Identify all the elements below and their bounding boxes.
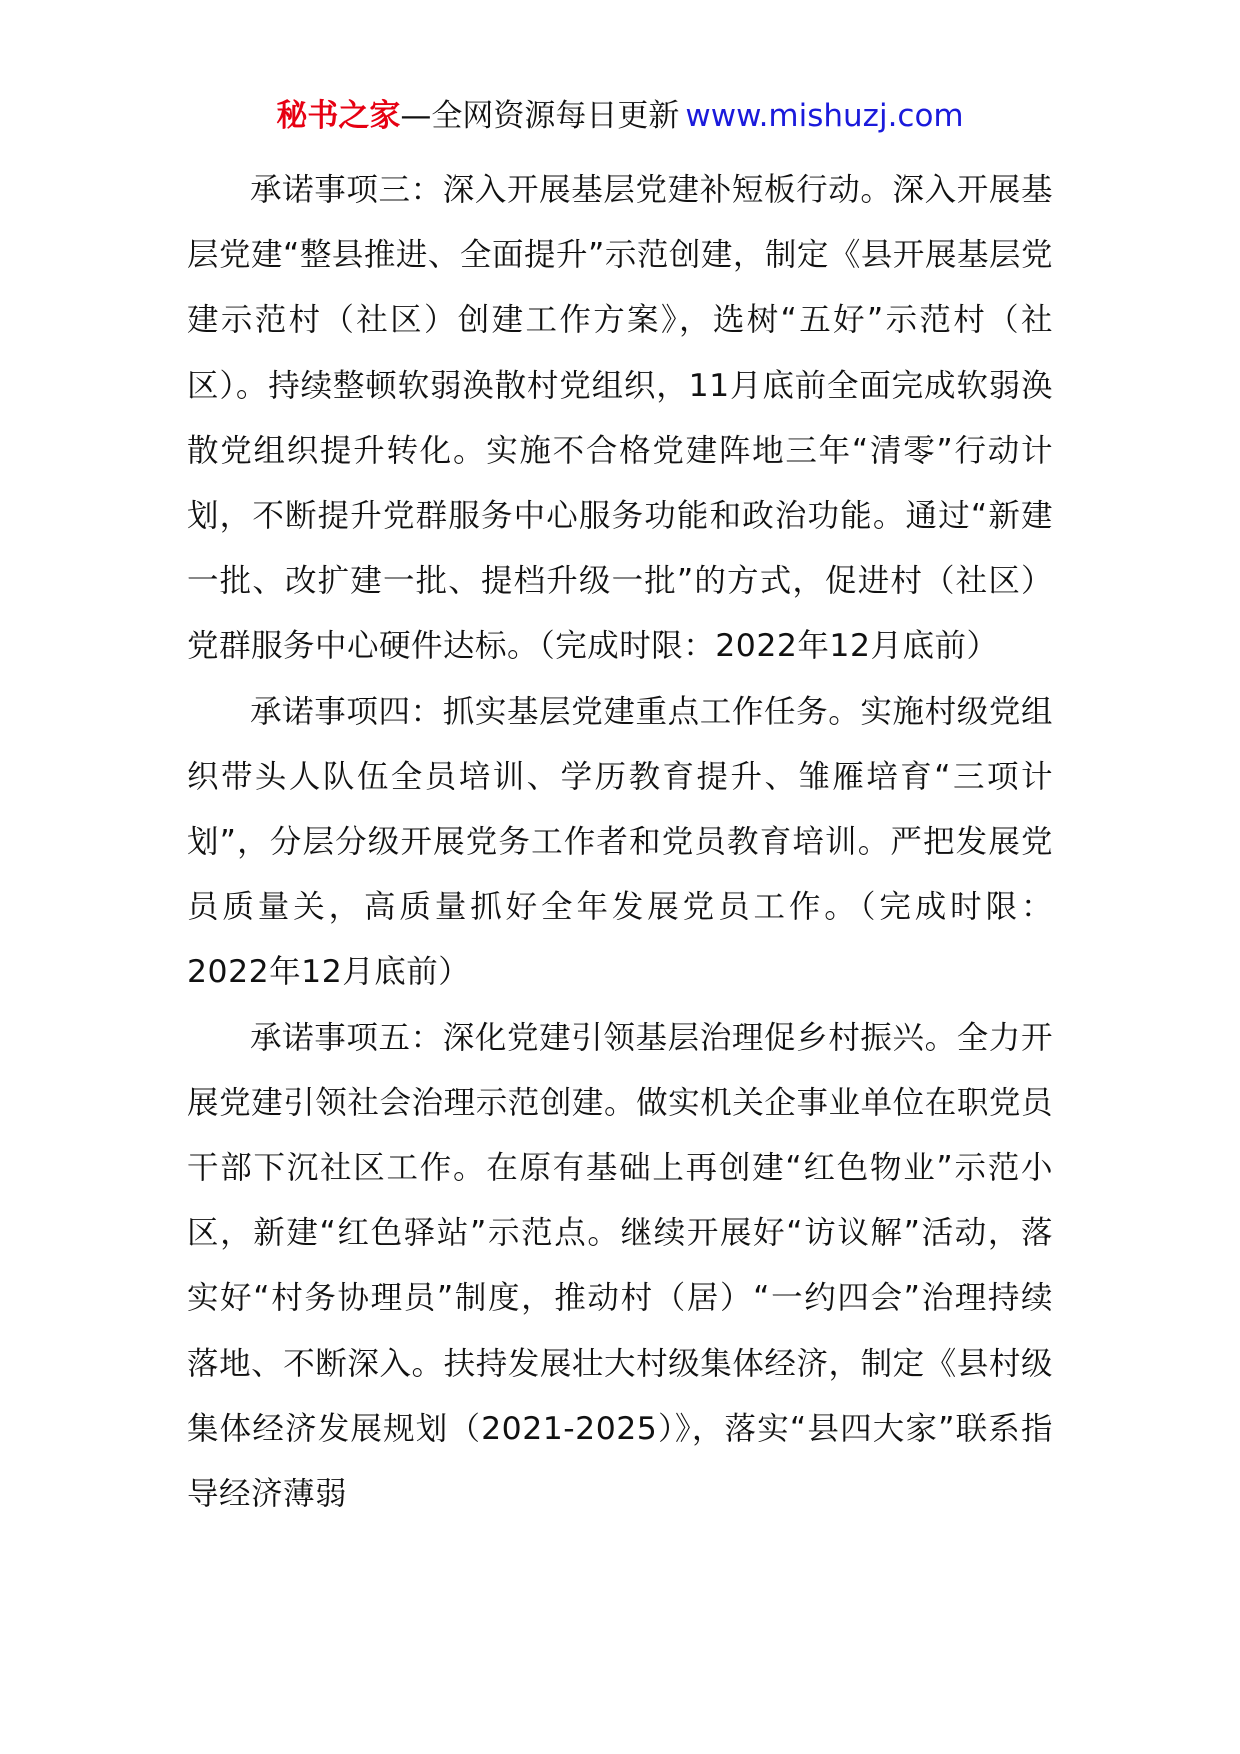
site-url-link[interactable]: www.mishuzj.com: [685, 98, 964, 134]
site-header: [0, 96, 1240, 136]
commitment-item-4: 承诺事项四：抓实基层党建重点工作任务。实施村级党组织带头人队伍全员培训、学历教育提升、雏雁培育“三项计划”，分层分级开展党务工作者和党员教育培训。严把发展党员质量关，高质量抓好全年发展党员工作。（完成时限：2022年12月底前）: [187, 693, 1053, 991]
commitment-item-5: 承诺事项五：深化党建引领基层治理促乡村振兴。全力开展党建引领社会治理示范创建。做实机关企事业单位在职党员干部下沉社区工作。在原有基础上再创建“红色物业”示范小区，新建“红色驿站”示范点。继续开展好“访议解”活动，落实好“村务协理员”制度，推动村（居）“一约四会”治理持续落地、不断深入。扶持发展壮大村级集体经济，制定《县村级集体经济发展规划（2021-2025）》，落实“县四大家”联系指导经济薄弱: [187, 1019, 1053, 1513]
commitment-item-3: 承诺事项三：深入开展基层党建补短板行动。深入开展基层党建“整县推进、全面提升”示范创建，制定《县开展基层党建示范村（社区）创建工作方案》，选树“五好”示范村（社区）。持续整顿软弱涣散村党组织，11月底前全面完成软弱涣散党组织提升转化。实施不合格党建阵地三年“清零”行动计划，不断提升党群服务中心服务功能和政治功能。通过“新建一批、改扩建一批、提档升级一批”的方式，促进村（社区）党群服务中心硬件达标。（完成时限：2022年12月底前）: [187, 172, 1053, 665]
document-body: [187, 158, 1053, 1527]
header-tagline: —全网资源每日更新: [400, 98, 680, 134]
brand-name: 秘书之家: [276, 98, 401, 134]
